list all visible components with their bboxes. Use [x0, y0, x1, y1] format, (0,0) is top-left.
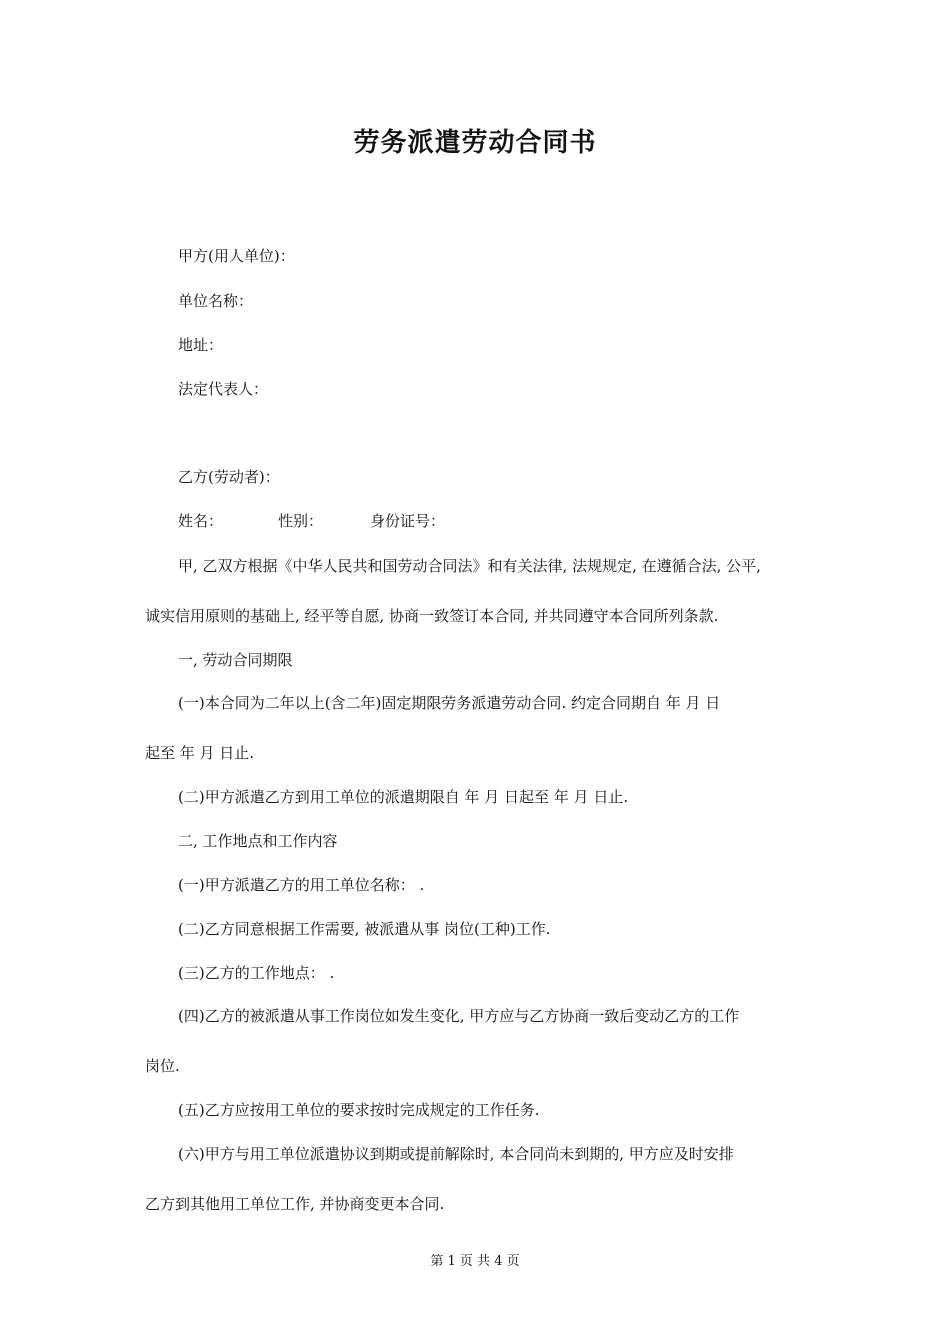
party-a-heading: 甲方(用人单位)： — [178, 247, 295, 265]
section2-item6-line2: 乙方到其他用工单位工作, 并协商变更本合同. — [145, 1195, 445, 1213]
document-title: 劳务派遣劳动合同书 — [353, 128, 597, 158]
section2-item6-line1: (六)甲方与用工单位派遣协议到期或提前解除时, 本合同尚未到期的, 甲方应及时安排 — [178, 1145, 734, 1163]
section2-item3: (三)乙方的工作地点： . — [178, 964, 335, 982]
gender-label: 性别： — [278, 512, 324, 530]
section2-item4-line1: (四)乙方的被派遣从事工作岗位如发生变化, 甲方应与乙方协商一致后变动乙方的工作 — [178, 1007, 740, 1025]
id-number-label: 身份证号： — [370, 512, 446, 530]
section2-item2: (二)乙方同意根据工作需要, 被派遣从事 岗位(工种)工作. — [178, 920, 551, 938]
section1-item1-line2: 起至 年 月 日止. — [145, 744, 255, 762]
section2-heading: 二, 工作地点和工作内容 — [178, 832, 338, 850]
intro-paragraph-line1: 甲, 乙双方根据《中华人民共和国劳动合同法》和有关法律, 法规规定, 在遵循合法, 公平, — [178, 557, 761, 575]
section1-item1-line1: (一)本合同为二年以上(含二年)固定期限劳务派遣劳动合同. 约定合同期自 年 月 日 — [178, 694, 721, 712]
intro-paragraph-line2: 诚实信用原则的基础上, 经平等自愿, 协商一致签订本合同, 并共同遵守本合同所列条款. — [145, 607, 719, 625]
section1-heading: 一, 劳动合同期限 — [178, 651, 293, 669]
page-footer: 第 1 页 共 4 页 — [430, 1254, 520, 1269]
address-label: 地址： — [178, 336, 224, 354]
legal-rep-label: 法定代表人： — [178, 380, 269, 398]
party-b-info-row — [178, 510, 445, 531]
section2-item5: (五)乙方应按用工单位的要求按时完成规定的工作任务. — [178, 1101, 540, 1119]
name-label: 姓名： — [178, 512, 224, 530]
section2-item1: (一)甲方派遣乙方的用工单位名称： . — [178, 876, 425, 894]
section2-item4-line2: 岗位. — [145, 1057, 180, 1075]
section1-item2: (二)甲方派遣乙方到用工单位的派遣期限自 年 月 日起至 年 月 日止. — [178, 788, 629, 806]
party-b-heading: 乙方(劳动者)： — [178, 468, 280, 486]
unit-name-label: 单位名称： — [178, 292, 254, 310]
